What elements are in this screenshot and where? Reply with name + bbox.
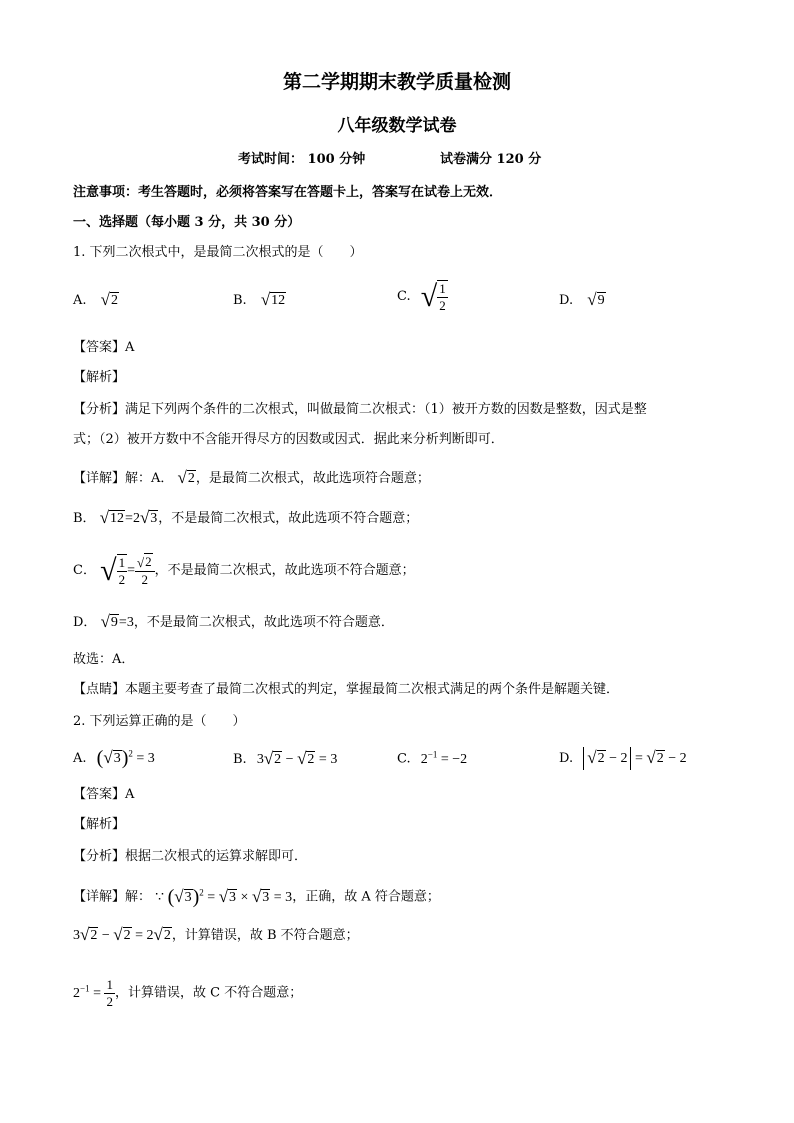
math-expression: $2^{-1}$ = $\frac{1}{2}$ [73, 976, 113, 1009]
q1-detail-c [73, 550, 415, 592]
sqrt-expression: √12 [260, 290, 286, 309]
notice [73, 183, 502, 203]
answer-tag: 【答案】 [73, 340, 126, 355]
time-label: 考试时间： [238, 152, 304, 167]
detail-c-prefix: C． [73, 563, 96, 579]
q2-detail-1 [73, 882, 440, 908]
q2-answer [73, 785, 134, 805]
sqrt-expression: √2 [177, 468, 195, 487]
math-expression: ∵ $(√3)^2 = √3 \times √3 = 3$ [155, 885, 293, 908]
notice-text: 考生答题时，必须将答案写在答题卡上，答案写在试卷上无效． [138, 185, 503, 200]
detail-tag: 【详解】 [73, 889, 126, 905]
exam-subtitle: 八年级数学试卷 [337, 116, 457, 136]
score-label: 试卷满分 [440, 152, 493, 167]
analysis-tag: 【分析】 [73, 849, 126, 864]
math-expression: $(√3)^2 = 3$ [96, 747, 155, 769]
q2-stem: 2. 下列运算正确的是（ ） [73, 714, 246, 729]
detail-1-prefix: 解： [125, 889, 152, 905]
answer-value: A [125, 340, 135, 355]
detail-tag: 【详解】 [73, 471, 126, 486]
q1-answer [73, 338, 134, 358]
q2-option-d [559, 747, 687, 770]
detail-2-text: ，计算错误，故 B 不符合题意； [171, 928, 359, 943]
exam-time [238, 150, 365, 170]
detail-b-prefix: B． [73, 511, 96, 526]
detail-c-text: ，不是最简二次根式，故此选项不符合题意； [154, 563, 415, 579]
q1-analysis [73, 400, 647, 420]
sqrt-expression: √9 [587, 290, 605, 309]
q1-detail-d [73, 612, 394, 633]
q1-option-d-label: D. [559, 293, 574, 308]
q2-option-b-label: B. [233, 752, 247, 767]
analysis-tag: 【分析】 [73, 402, 126, 417]
exam-score [440, 150, 541, 170]
notice-label: 注意事项： [73, 185, 139, 200]
q1-stem: 1. 下列二次根式中，是最简二次根式的是（ ） [73, 245, 363, 260]
math-expression: $2^{-1} = -2$ [420, 749, 468, 767]
q1-option-a [73, 290, 119, 310]
q1-detail-a [73, 468, 430, 489]
comment-tag: 【点睛】 [73, 682, 126, 697]
sqrt-fraction: √ $\frac{1}{2}$ [420, 280, 446, 313]
math-expression: √2 − 2 = √2 − 2 [583, 751, 686, 766]
time-value: 100 分钟 [307, 152, 366, 167]
q2-option-a-label: A. [73, 751, 87, 766]
q2-option-a [73, 747, 155, 770]
q2-detail-3 [73, 968, 302, 1014]
q1-analysis-cont: 式；（2）被开方数中不含能开得尽方的因数或因式．据此来分析判断即可． [73, 432, 504, 447]
math-expression: √12=2√3 [99, 508, 158, 527]
math-expression: 3√2 − √2 = 2√2 [73, 925, 171, 944]
q1-option-a-label: A. [73, 293, 87, 308]
answer-tag: 【答案】 [73, 787, 126, 802]
comment-text: 本题主要考查了最简二次根式的判定，掌握最简二次根式满足的两个条件是解题关键． [125, 682, 620, 697]
q1-option-c-label: C. [397, 289, 411, 305]
q2-option-b [233, 749, 337, 769]
q2-detail-2 [73, 925, 359, 946]
sqrt-expression: √2 [100, 290, 119, 309]
q1-option-b-label: B. [233, 293, 247, 308]
detail-3-text: ，计算错误，故 C 不符合题意； [114, 985, 303, 1001]
section-title: 一、选择题（每小题 3 分，共 30 分） [73, 215, 301, 230]
q2-option-c [397, 749, 467, 768]
math-expression: 3√2 − √2 = 3 [256, 749, 338, 768]
detail-d-text: ，不是最简二次根式，故此选项不符合题意． [133, 615, 394, 630]
q1-option-d [559, 290, 606, 310]
math-expression: √9=3 [100, 612, 134, 631]
analysis-line-1: 满足下列两个条件的二次根式，叫做最简二次根式：（1）被开方数的因数是整数，因式是整 [125, 402, 647, 417]
q1-choose: 故选：A． [73, 652, 135, 667]
q1-jiexi: 【解析】 [73, 370, 126, 385]
q1-detail-b [73, 508, 418, 529]
q2-analysis [73, 847, 307, 867]
analysis-text: 根据二次根式的运算求解即可． [125, 849, 308, 864]
detail-1-text: ，正确，故 A 符合题意； [292, 889, 440, 905]
detail-a-text: ，是最简二次根式，故此选项符合题意； [195, 471, 430, 486]
score-value: 120 分 [496, 152, 542, 167]
answer-value: A [125, 787, 135, 802]
q1-comment [73, 680, 619, 700]
q2-jiexi: 【解析】 [73, 817, 126, 832]
q1-option-b [233, 290, 286, 310]
math-expression: √ $\frac{1}{2}$ = $\frac{√2}{2}$ [100, 563, 155, 578]
q2-option-c-label: C. [397, 751, 411, 767]
q2-option-d-label: D. [559, 751, 574, 766]
detail-b-text: ，不是最简二次根式，故此选项不符合题意； [158, 511, 419, 526]
q1-option-c [397, 280, 448, 314]
exam-title: 第二学期期末教学质量检测 [282, 71, 511, 93]
detail-a-prefix: 解：A． [125, 471, 174, 486]
detail-d-prefix: D． [73, 615, 97, 630]
